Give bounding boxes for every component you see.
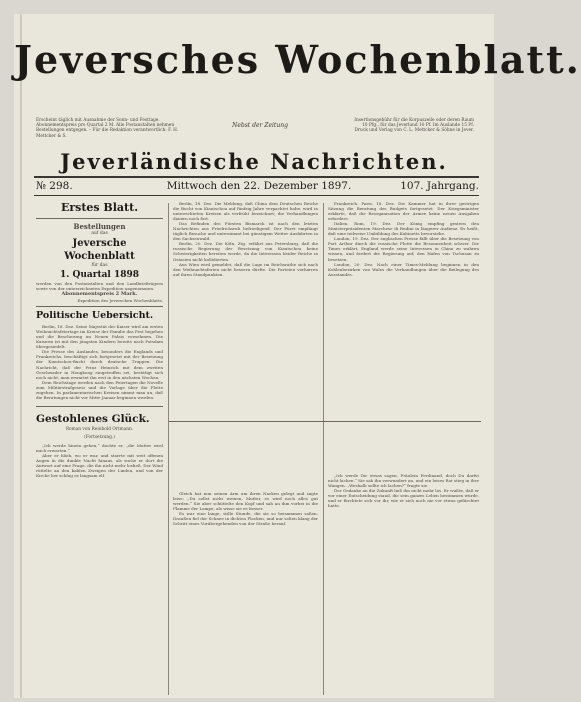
column-2-spacer [173, 277, 318, 491]
article-paragraph: Das Befinden des Fürsten Bismarck ist nach den letzten Nachrichten aus Friedrichsruh befriedigend. Der Fürst empfängt täglich Besuche und unternimmt bei günstigem Wetter Ausfahrten in den Sachsenwald. [173, 221, 318, 242]
story-paragraph: Es war eine lange, stille Stunde, die sie so beisammen saßen. Draußen fiel der Schnee in dichten Flocken, und nur selten klang der Schritt eines Vorübergehenden von der Straße herauf. [173, 510, 318, 526]
politics-heading: Politische Uebersicht. [36, 310, 154, 322]
order-signature: Expedition des Jeverschen Wochenblatts. [77, 298, 163, 304]
article-paragraph: Italien. Rom, 19. Dez. Der König empfing gestern den Ministerpräsidenten Marchese di Rudini in längerer Audienz. Es heißt, daß eine teilweise Umbildung des Kabinetts bevorstehe. [328, 221, 479, 237]
column-rule [168, 203, 169, 695]
column-1 [36, 201, 163, 698]
volume-label: 107. Jahrgang. [400, 180, 479, 192]
article-paragraph: Berlin, 18. Dez. Die Meldung, daß China dem Deutschen Reiche die Bucht von Kiautschou auf fünfzig Jahre verpachtet habe, wird in unterrichteten Kreisen als verfrüht bezeichnet; die Verhandlungen dauern noch fort. [173, 201, 318, 222]
header-left-line: Erscheint täglich mit Ausnahme der Sonn- und Festtage. [36, 118, 160, 123]
article-paragraph: Dem Reichstage werden nach den Feiertagen die Novelle zum Militärstrafgesetz und die Vorlage über die Flotte zugehen. In parlamentarischen Kreisen nimmt man an, daß die Beratungen nicht vor Mitte Januar beginnen werden. [36, 379, 163, 400]
article-paragraph: Aus Wien wird gemeldet, daß die Lage im Reichsrathe sich nach den Weihnachtsferien nicht bessern dürfte. Die Parteien verharren auf ihren Standpunkten. [173, 261, 318, 277]
order-title: Bestellungen [73, 222, 126, 231]
column-3-spacer [328, 277, 479, 473]
header-right-line: 10 Pfg., für das Jeverland 10 Pf. Im Auslande 15 Pf. [362, 123, 474, 129]
order-text: werden von den Postanstalten und den Landbriefträgern sowie von der unterzeichneten Expedition angenommen. [36, 281, 163, 292]
column-rule [323, 203, 324, 695]
order-price: Abonnementspreis 2 Mark. [61, 291, 138, 298]
dateline-rule [34, 195, 479, 196]
article-paragraph: London, 20. Dez. Nach einer Times-Meldung beginnen in den Kohlenbezirken von Wales die Verhandlungen über die Beilegung des Ausstandes. [328, 261, 479, 277]
divider [36, 406, 163, 407]
subtitle: Jeverländische Nachrichten. [60, 149, 448, 174]
sheet-label: Erstes Blatt. [60, 201, 139, 214]
column-3 [328, 201, 479, 698]
story-paragraph: Aber er blieb, wo er war, und starrte mit weit offenen Augen in die dunkle Nacht hinaus, als suche er dort die Antwort auf eine Frage, die ihn nicht mehr losließ. Der Wind rüttelte an den kahlen Zweigen der Linden, und von der Kirche her schlug es langsam elf. [36, 453, 163, 479]
issue-number: № 298. [36, 180, 73, 192]
feuilleton-divider [169, 421, 481, 422]
story-paragraph: „Ich werde Dir etwas sagen, Fräulein Ferdinand, doch Du darfst nicht lachen.“ Sie sah ihn verwundert an, und ein leises Rot stieg in ihre Wangen. „Weshalb sollte ich lachen?“ fragte sie. [328, 472, 479, 488]
story-paragraph: „Ich werde hinein gehen,“ dachte er, „die Mutter wird mich erwarten.“ [36, 442, 163, 453]
header-left-info [36, 118, 196, 139]
header-right-line: Insertionsgebühr für die Korpuszeile oder deren Raum [354, 118, 474, 123]
issue-date: Mittwoch den 22. Dezember 1897. [166, 180, 352, 192]
feuilleton-author: Roman von Reinhold Ortmann. [65, 426, 134, 432]
page-fold [20, 14, 22, 698]
article-paragraph: London, 19. Dez. Der englischen Presse fällt über die Besetzung von Port Arthur durch die russische Flotte die Besonnenheit schwer. Die Times erklärt, England werde seine Interessen in China zu wahren wissen, und fordert die Regierung auf, den Hafen von Tschusan zu besetzen. [328, 236, 479, 262]
story-paragraph: Der Gedanke an die Zukunft ließ ihn nicht mehr los. Er wußte, daß er vor einer Entscheidung stand, die sein ganzes Leben bestimmen würde, und er fürchtete sich vor ihr, wie er sich noch nie vor etwas gefürchtet hatte. [328, 487, 480, 508]
article-paragraph: Die Presse des Auslandes, besonders die Englands und Frankreichs, beschäftigt sich fortgesetzt mit der Besetzung der Kiautschou-Bucht durch deutsche Truppen. Die Nachricht, daß der Prinz Heinrich mit dem zweiten Geschwader in Hongkong eingetroffen sei, bestätigt sich noch nicht; man erwartet ihn erst in den nächsten Wochen. [36, 349, 163, 380]
feuilleton-continuation: (Fortsetzung.) [84, 434, 115, 440]
newspaper-page [14, 14, 581, 698]
header-left-line: Bestellungen entgegen. – Für die Redaktion verantwortlich: F. H. Mettcker & S. [36, 128, 179, 139]
order-sub: auf das [91, 231, 108, 236]
feuilleton-title: Gestohlenes Glück. [36, 412, 150, 425]
article-paragraph: Berlin, 18. Dez. Seine Majestät der Kaiser wird am ersten Weihnachtsfeiertage im Kreise der Familie das Fest begehen und die Bescherung im Neuen Palais vornehmen. Die Kaiserin ist mit den jüngsten Kindern bereits nach Potsdam übergesiedelt. [36, 324, 163, 350]
order-for: für das [91, 263, 108, 268]
top-rule [34, 176, 479, 178]
story-paragraph: Gleich hat nun seinen Arm um ihren Nacken gelegt und sagte leise: „Du sollst nicht weinen, Mutter, es wird noch alles gut werden.“ Sie aber schüttelte den Kopf und sah an ihm vorbei in die Flamme der Lampe, als wisse sie es besser. [173, 490, 318, 511]
divider [36, 218, 163, 219]
order-paper-name: Jeversche Wochenblatt [64, 238, 135, 262]
masthead-title: Jeversches Wochenblatt. [14, 37, 581, 82]
header-middle-note: Nebst der Zeitung [232, 122, 288, 129]
header-right-info [314, 118, 474, 134]
order-quarter: 1. Quartal 1898 [59, 270, 140, 280]
header-right-line: Druck und Verlag von C. L. Mettcker & Söhne in Jever. [354, 128, 474, 134]
header-left-line: Abonnementspreis pro Quartal 2 M. Alle Postanstalten nehmen [36, 123, 175, 129]
article-paragraph: Frankreich. Paris, 18. Dez. Die Kammer hat in ihrer gestrigen Sitzung die Beratung des Budgets fortgesetzt. Der Kriegsminister erklärte, daß die Reorganisation der Armee keine neuen Ausgaben erfordere. [328, 201, 479, 222]
column-2 [173, 201, 318, 698]
divider [36, 306, 163, 307]
article-paragraph: Berlin, 20. Dez. Die Köln. Ztg. erfährt aus Petersburg, daß die russische Regierung der Besetzung von Kiautschou keine Schwierigkeiten bereiten werde, da die Interessen beider Reiche in Ostasien nicht kollidierten. [173, 241, 318, 262]
